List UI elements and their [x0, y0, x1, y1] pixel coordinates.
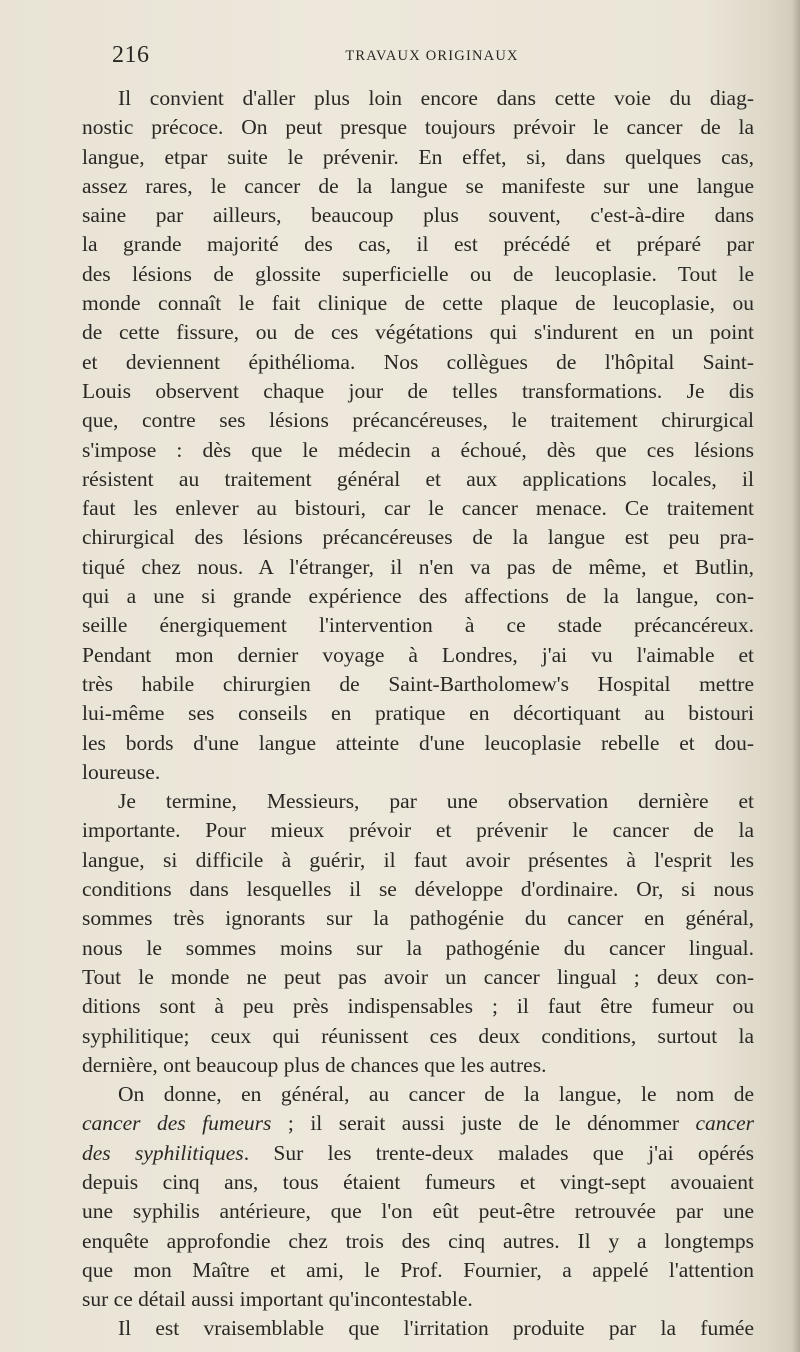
italic-term: cancer des fumeurs: [82, 1111, 272, 1136]
text-line: dernière, ont beaucoup plus de chances que les autres.: [82, 1052, 547, 1077]
running-head: TRAVAUX ORIGINAUX: [345, 48, 519, 64]
text-line: des lésions de glossite superficielle ou de leucoplasie. Tout le: [82, 261, 754, 286]
text-line: que mon Maître et ami, le Prof. Fournier, a appelé l'attention: [82, 1257, 754, 1282]
text-line: ditions sont à peu près indispensables ; il faut être fumeur ou: [82, 994, 754, 1019]
text-line: de cette fissure, ou de ces végétations qui s'indurent en un point: [82, 320, 754, 345]
page-edge-shadow: [792, 0, 800, 1352]
text-line: et deviennent épithélioma. Nos collègues de l'hôpital Saint-: [82, 349, 754, 374]
page-number: 216: [112, 42, 150, 68]
text-line: On donne, en général, au cancer de la langue, le nom de: [118, 1082, 754, 1107]
text-line: très habile chirurgien de Saint-Bartholomew's Hospital mettre: [82, 671, 754, 696]
text-line: Tout le monde ne peut pas avoir un cancer lingual ; deux con-: [82, 964, 754, 989]
text-line: chirurgical des lésions précancéreuses de la langue est peu pra-: [82, 525, 754, 550]
text-line: loureuse.: [82, 759, 161, 784]
text-line: nostic précoce. On peut presque toujours prévoir le cancer de la: [82, 115, 754, 140]
text-line: conditions dans lesquelles il se développe d'ordinaire. Or, si nous: [82, 877, 754, 902]
text-line: [82, 1109, 754, 1138]
text-line: qui a une si grande expérience des affections de la langue, con-: [82, 584, 754, 609]
text-line: enquête approfondie chez trois des cinq autres. Il y a longtemps: [82, 1228, 754, 1253]
text-line: langue, si difficile à guérir, il faut avoir présentes à l'esprit les: [82, 847, 754, 872]
text-line: la grande majorité des cas, il est précédé et préparé par: [82, 232, 754, 257]
text-line: Pendant mon dernier voyage à Londres, j'ai vu l'aimable et: [82, 642, 754, 667]
text-line: sur ce détail aussi important qu'incontestable.: [82, 1287, 473, 1312]
text-line: saine par ailleurs, beaucoup plus souvent, c'est-à-dire dans: [82, 203, 754, 228]
text-line: langue, etpar suite le prévenir. En effet, si, dans quelques cas,: [82, 144, 754, 169]
text-line: s'impose : dès que le médecin a échoué, dès que ces lésions: [82, 437, 754, 462]
italic-term: des syphilitiques: [82, 1140, 244, 1165]
text-line: une syphilis antérieure, que l'on eût peut-être retrouvée par une: [82, 1199, 754, 1224]
text-line: Louis observent chaque jour de telles transformations. Je dis: [82, 378, 754, 403]
italic-term: cancer: [695, 1111, 754, 1136]
text-line: monde connaît le fait clinique de cette plaque de leucoplasie, ou: [82, 291, 754, 316]
text-line: sommes très ignorants sur la pathogénie du cancer en général,: [82, 906, 754, 931]
text-fragment: ; il serait aussi juste de le dénommer: [271, 1111, 696, 1136]
text-line: seille énergiquement l'intervention à ce stade précancéreux.: [82, 613, 754, 638]
text-line: assez rares, le cancer de la langue se manifeste sur une langue: [82, 173, 754, 198]
text-line: faut les enlever au bistouri, car le cancer menace. Ce traitement: [82, 496, 754, 521]
text-line: Il est vraisemblable que l'irritation produite par la fumée: [118, 1316, 754, 1341]
text-line: lui-même ses conseils en pratique en décortiquant au bistouri: [82, 701, 754, 726]
text-line: syphilitique; ceux qui réunissent ces deux conditions, surtout la: [82, 1023, 754, 1048]
text-fragment: . Sur les trente-deux malades que j'ai opérés: [243, 1140, 754, 1165]
text-line: Il convient d'aller plus loin encore dans cette voie du diag-: [118, 86, 754, 110]
body-text: [82, 84, 754, 1344]
text-line: nous le sommes moins sur la pathogénie du cancer lingual.: [82, 935, 754, 960]
text-line: [82, 1139, 754, 1168]
text-line: Je termine, Messieurs, par une observation dernière et: [118, 789, 754, 814]
text-line: importante. Pour mieux prévoir et prévenir le cancer de la: [82, 818, 754, 843]
text-line: résistent au traitement général et aux applications locales, il: [82, 466, 754, 491]
text-line: depuis cinq ans, tous étaient fumeurs et vingt-sept avouaient: [82, 1169, 754, 1194]
text-line: tiqué chez nous. A l'étranger, il n'en va pas de même, et Butlin,: [82, 554, 754, 579]
text-line: que, contre ses lésions précancéreuses, le traitement chirurgical: [82, 408, 754, 433]
text-line: les bords d'une langue atteinte d'une leucoplasie rebelle et dou-: [82, 730, 754, 755]
page-header: [112, 40, 752, 70]
